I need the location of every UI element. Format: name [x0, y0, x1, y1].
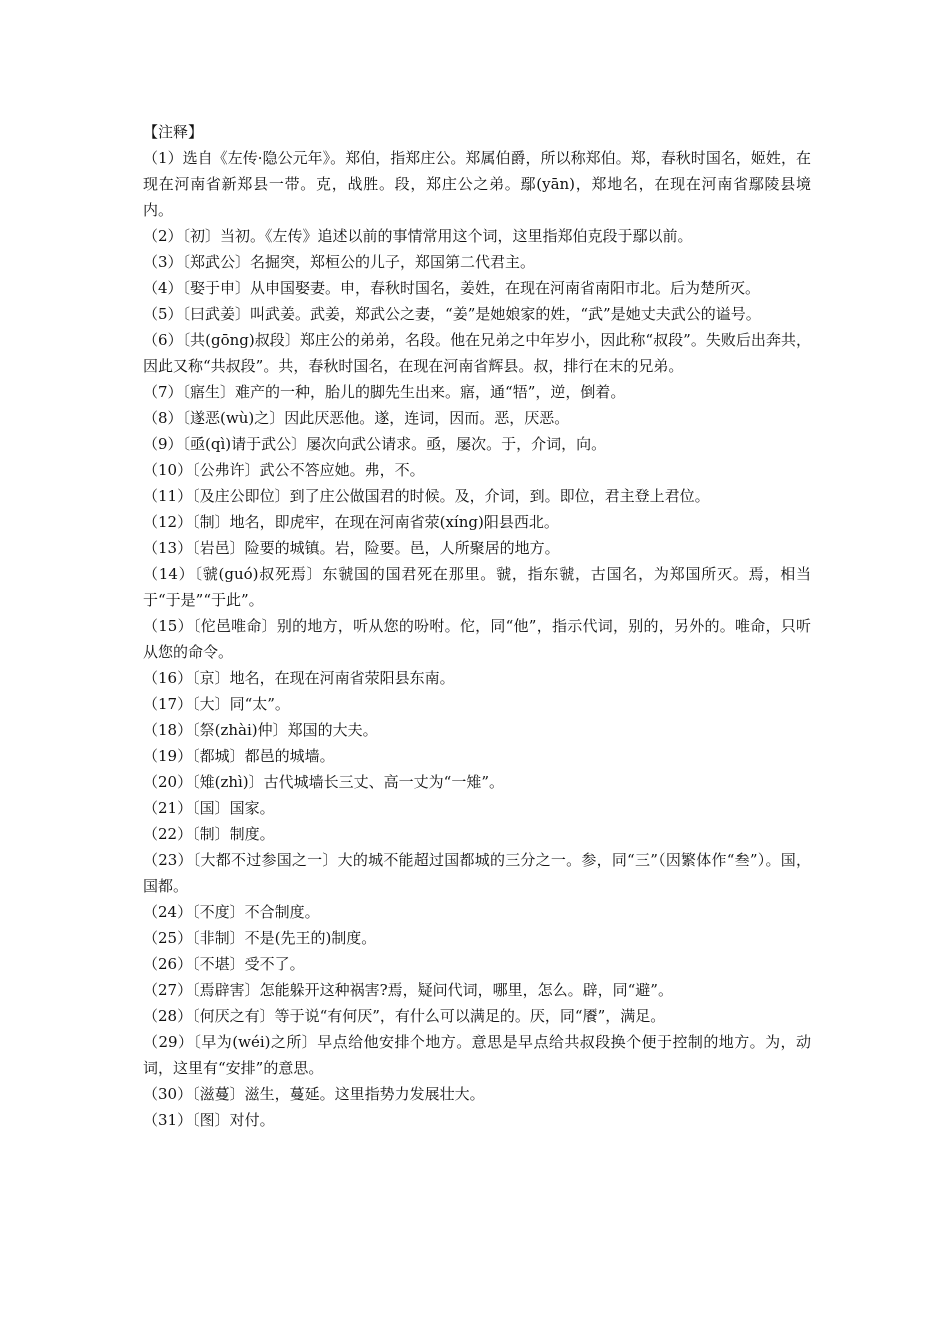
notes-list	[143, 145, 811, 1133]
note-item: （27）〔焉辟害〕怎能躲开这种祸害?焉，疑问代词，哪里，怎么。辟，同“避”。	[143, 981, 673, 999]
note-item: （24）〔不度〕不合制度。	[143, 903, 320, 921]
note-item: （30）〔滋蔓〕滋生，蔓延。这里指势力发展壮大。	[143, 1085, 485, 1103]
note-item: （23）〔大都不过参国之一〕大的城不能超过国都城的三分之一。参，同“三”（因繁体作“叁”）。国，国都。	[143, 851, 811, 895]
note-item: （21）〔国〕国家。	[143, 799, 275, 817]
note-item: （16）〔京〕地名，在现在河南省荥阳县东南。	[143, 669, 455, 687]
note-item: （1）选自《左传·隐公元年》。郑伯，指郑庄公。郑属伯爵，所以称郑伯。郑，春秋时国名，姬姓，在现在河南省新郑县一带。克，战胜。段，郑庄公之弟。鄢(yān)，郑地名，在现在河南省鄢陵县境内。	[143, 149, 811, 219]
note-item: （4）〔娶于申〕从申国娶妻。申，春秋时国名，姜姓，在现在河南省南阳市北。后为楚所灭。	[143, 279, 761, 297]
note-item: （7）〔寤生〕难产的一种，胎儿的脚先生出来。寤，通“牾”，逆，倒着。	[143, 383, 626, 401]
note-item: （3）〔郑武公〕名掘突，郑桓公的儿子，郑国第二代君主。	[143, 253, 536, 271]
note-item: （13）〔岩邑〕险要的城镇。岩，险要。邑，人所聚居的地方。	[143, 539, 560, 557]
note-item: （20）〔雉(zhì)〕古代城墙长三丈、高一丈为“一雉”。	[143, 773, 504, 791]
note-item: （29）〔早为(wéi)之所〕早点给他安排个地方。意思是早点给共叔段换个便于控制的地方。为，动词，这里有“安排”的意思。	[143, 1033, 811, 1077]
annotation-section	[143, 119, 811, 1133]
note-item: （12）〔制〕地名，即虎牢，在现在河南省荥(xíng)阳县西北。	[143, 513, 559, 531]
note-item: （6）〔共(gōng)叔段〕郑庄公的弟弟，名段。他在兄弟之中年岁小，因此称“叔段”。失败后出奔共，因此又称“共叔段”。共，春秋时国名，在现在河南省辉县。叔，排行在末的兄弟。	[143, 331, 811, 375]
note-item: （28）〔何厌之有〕等于说“有何厌”，有什么可以满足的。厌，同“餍”，满足。	[143, 1007, 666, 1025]
note-item: （2）〔初〕当初。《左传》追述以前的事情常用这个词，这里指郑伯克段于鄢以前。	[143, 227, 693, 245]
note-item: （5）〔曰武姜〕叫武姜。武姜，郑武公之妻，“姜”是她娘家的姓，“武”是她丈夫武公的谥号。	[143, 305, 761, 323]
note-item: （25）〔非制〕不是(先王的)制度。	[143, 929, 377, 947]
note-item: （8）〔遂恶(wù)之〕因此厌恶他。遂，连词，因而。恶，厌恶。	[143, 409, 570, 427]
note-item: （15）〔佗邑唯命〕别的地方，听从您的吩咐。佗，同“他”，指示代词，别的，另外的。唯命，只听从您的命令。	[143, 617, 811, 661]
note-item: （18）〔祭(zhài)仲〕郑国的大夫。	[143, 721, 378, 739]
note-item: （26）〔不堪〕受不了。	[143, 955, 305, 973]
note-item: （14）〔虢(guó)叔死焉〕东虢国的国君死在那里。虢，指东虢，古国名，为郑国所灭。焉，相当于“于是”“于此”。	[143, 565, 811, 609]
section-heading: 【注释】	[143, 123, 204, 141]
note-item: （19）〔都城〕都邑的城墙。	[143, 747, 335, 765]
note-item: （10）〔公弗许〕武公不答应她。弗，不。	[143, 461, 425, 479]
note-item: （11）〔及庄公即位〕到了庄公做国君的时候。及，介词，到。即位，君主登上君位。	[143, 487, 710, 505]
note-item: （31）〔图〕对付。	[143, 1111, 275, 1129]
note-item: （17）〔大〕同“太”。	[143, 695, 290, 713]
note-item: （9）〔亟(qì)请于武公〕屡次向武公请求。亟，屡次。于，介词，向。	[143, 435, 607, 453]
note-item: （22）〔制〕制度。	[143, 825, 275, 843]
